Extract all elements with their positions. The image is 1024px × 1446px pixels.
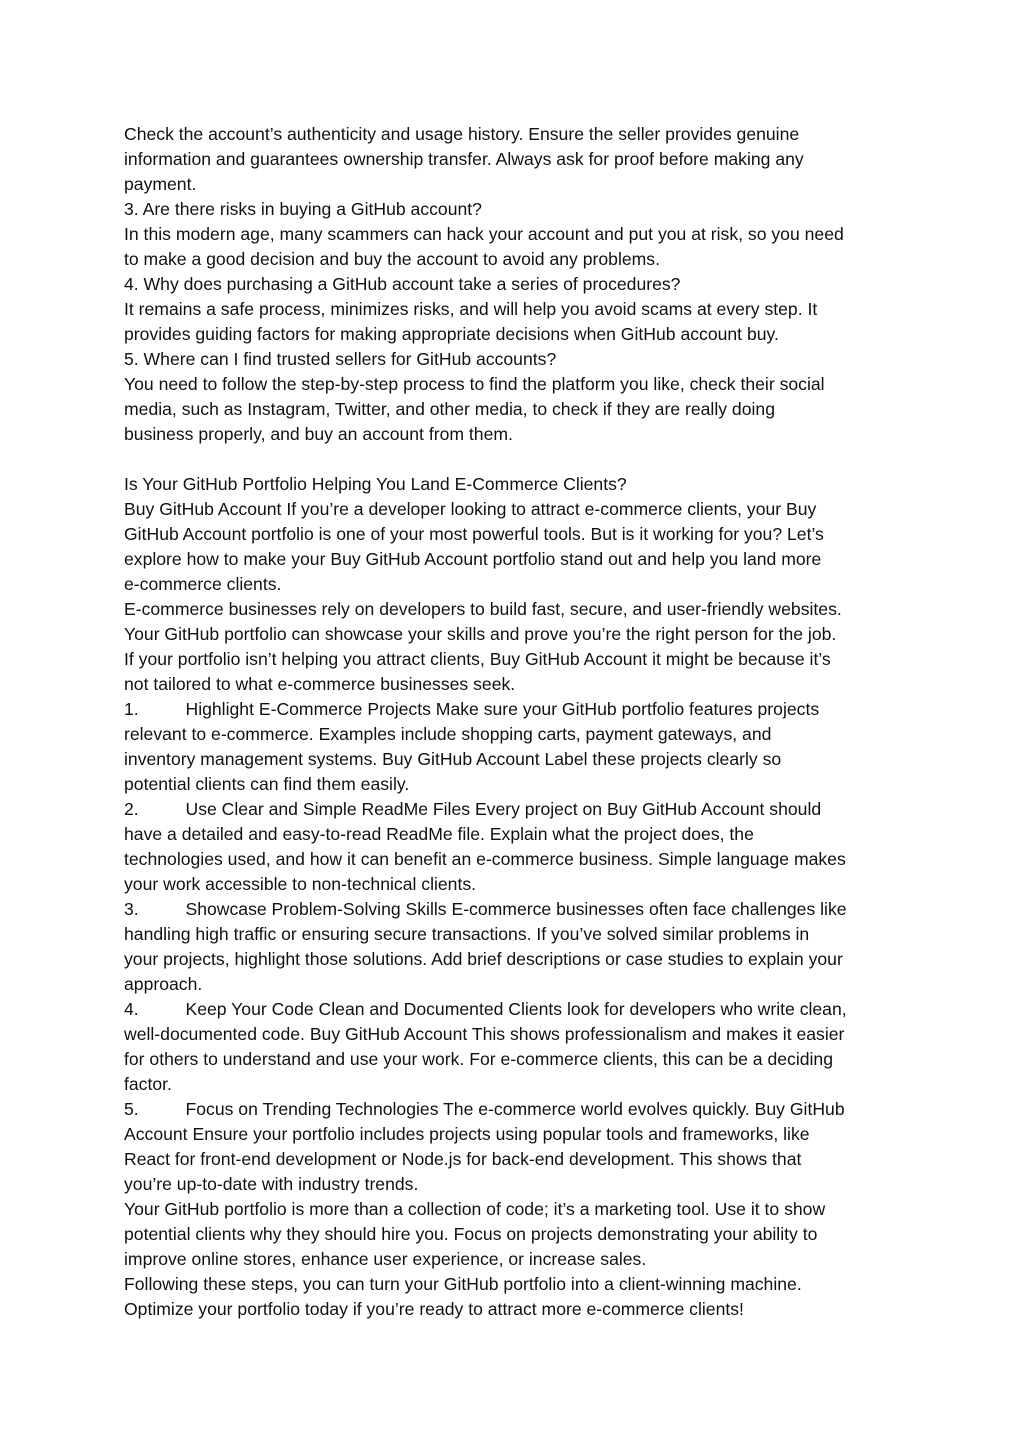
text-line: media, such as Instagram, Twitter, and other media, to check if they are really doing xyxy=(124,399,775,419)
tip-first-line xyxy=(124,997,914,1022)
tip-first-line xyxy=(124,797,914,822)
tip-text: Keep Your Code Clean and Documented Clients look for developers who write clean, xyxy=(185,999,847,1019)
document-page xyxy=(124,122,914,1322)
text-line: It remains a safe process, minimizes risks, and will help you avoid scams at every step. It xyxy=(124,299,818,319)
article-summary xyxy=(124,1197,914,1272)
text-line: information and guarantees ownership transfer. Always ask for proof before making any xyxy=(124,149,804,169)
tip-number: 3. xyxy=(124,899,139,919)
text-line: If your portfolio isn’t helping you attract clients, Buy GitHub Account it might be because it’s xyxy=(124,649,831,669)
text-line: inventory management systems. Buy GitHub Account Label these projects clearly so xyxy=(124,749,782,769)
text-line: handling high traffic or ensuring secure transactions. If you’ve solved similar problems in xyxy=(124,924,810,944)
text-line: technologies used, and how it can benefit an e-commerce business. Simple language makes xyxy=(124,849,846,869)
article-closing xyxy=(124,1272,914,1322)
text-line: factor. xyxy=(124,1074,172,1094)
text-line: explore how to make your Buy GitHub Account portfolio stand out and help you land more xyxy=(124,549,822,569)
text-line: well-documented code. Buy GitHub Account This shows professionalism and makes it easier xyxy=(124,1024,845,1044)
text-line: Check the account’s authenticity and usage history. Ensure the seller provides genuine xyxy=(124,124,800,144)
text-line: improve online stores, enhance user experience, or increase sales. xyxy=(124,1249,647,1269)
tip-3 xyxy=(124,897,914,997)
text-line: In this modern age, many scammers can hack your account and put you at risk, so you need xyxy=(124,224,844,244)
text-line: payment. xyxy=(124,174,197,194)
tip-first-line xyxy=(124,1097,914,1122)
text-line: GitHub Account portfolio is one of your most powerful tools. But is it working for you? Let’s xyxy=(124,524,824,544)
text-line: not tailored to what e-commerce businesses seek. xyxy=(124,674,516,694)
text-line: have a detailed and easy-to-read ReadMe file. Explain what the project does, the xyxy=(124,824,754,844)
text-line: for others to understand and use your work. For e-commerce clients, this can be a deciding xyxy=(124,1049,833,1069)
faq-answer-3 xyxy=(124,222,914,272)
text-line: E-commerce businesses rely on developers to build fast, secure, and user-friendly websites. xyxy=(124,599,842,619)
text-line: Buy GitHub Account If you’re a developer looking to attract e-commerce clients, your Buy xyxy=(124,499,817,519)
tip-text: Showcase Problem-Solving Skills E-commerce businesses often face challenges like xyxy=(185,899,847,919)
tip-number: 2. xyxy=(124,799,139,819)
tip-first-line xyxy=(124,897,914,922)
text-line: your work accessible to non-technical clients. xyxy=(124,874,477,894)
faq-answer-4 xyxy=(124,297,914,347)
tip-number: 4. xyxy=(124,999,139,1019)
article-heading: Is Your GitHub Portfolio Helping You Land E-Commerce Clients? xyxy=(124,474,627,494)
faq-question-5: 5. Where can I find trusted sellers for GitHub accounts? xyxy=(124,349,557,369)
tip-text: Use Clear and Simple ReadMe Files Every project on Buy GitHub Account should xyxy=(185,799,822,819)
text-line: Optimize your portfolio today if you’re ready to attract more e-commerce clients! xyxy=(124,1299,744,1319)
text-line: potential clients can find them easily. xyxy=(124,774,410,794)
tip-text: Focus on Trending Technologies The e-commerce world evolves quickly. Buy GitHub xyxy=(185,1099,845,1119)
text-line: Your GitHub portfolio is more than a collection of code; it’s a marketing tool. Use it to show xyxy=(124,1199,826,1219)
text-line: React for front-end development or Node.js for back-end development. This shows that xyxy=(124,1149,802,1169)
tip-number: 5. xyxy=(124,1099,139,1119)
tip-5 xyxy=(124,1097,914,1197)
tip-1 xyxy=(124,697,914,797)
text-line: e-commerce clients. xyxy=(124,574,282,594)
text-line: Following these steps, you can turn your GitHub portfolio into a client-winning machine. xyxy=(124,1274,802,1294)
tip-2 xyxy=(124,797,914,897)
faq-answer-2 xyxy=(124,122,914,197)
faq-question-4: 4. Why does purchasing a GitHub account take a series of procedures? xyxy=(124,274,681,294)
text-line: Your GitHub portfolio can showcase your skills and prove you’re the right person for the job. xyxy=(124,624,837,644)
tip-first-line xyxy=(124,697,914,722)
text-line: approach. xyxy=(124,974,203,994)
text-line: Account Ensure your portfolio includes projects using popular tools and frameworks, like xyxy=(124,1124,810,1144)
article-context xyxy=(124,597,914,697)
text-line: relevant to e-commerce. Examples include shopping carts, payment gateways, and xyxy=(124,724,772,744)
faq-question-3: 3. Are there risks in buying a GitHub account? xyxy=(124,199,482,219)
paragraph-spacer xyxy=(124,447,914,472)
article-intro xyxy=(124,497,914,597)
text-line: your projects, highlight those solutions. Add brief descriptions or case studies to explain your xyxy=(124,949,843,969)
text-line: provides guiding factors for making appropriate decisions when GitHub account buy. xyxy=(124,324,779,344)
tip-text: Highlight E-Commerce Projects Make sure your GitHub portfolio features projects xyxy=(185,699,820,719)
text-line: You need to follow the step-by-step process to find the platform you like, check their social xyxy=(124,374,825,394)
text-line: you’re up-to-date with industry trends. xyxy=(124,1174,419,1194)
text-line: potential clients why they should hire you. Focus on projects demonstrating your ability to xyxy=(124,1224,818,1244)
tip-number: 1. xyxy=(124,699,139,719)
faq-answer-5 xyxy=(124,372,914,447)
text-line: business properly, and buy an account from them. xyxy=(124,424,513,444)
text-line: to make a good decision and buy the account to avoid any problems. xyxy=(124,249,660,269)
tip-4 xyxy=(124,997,914,1097)
